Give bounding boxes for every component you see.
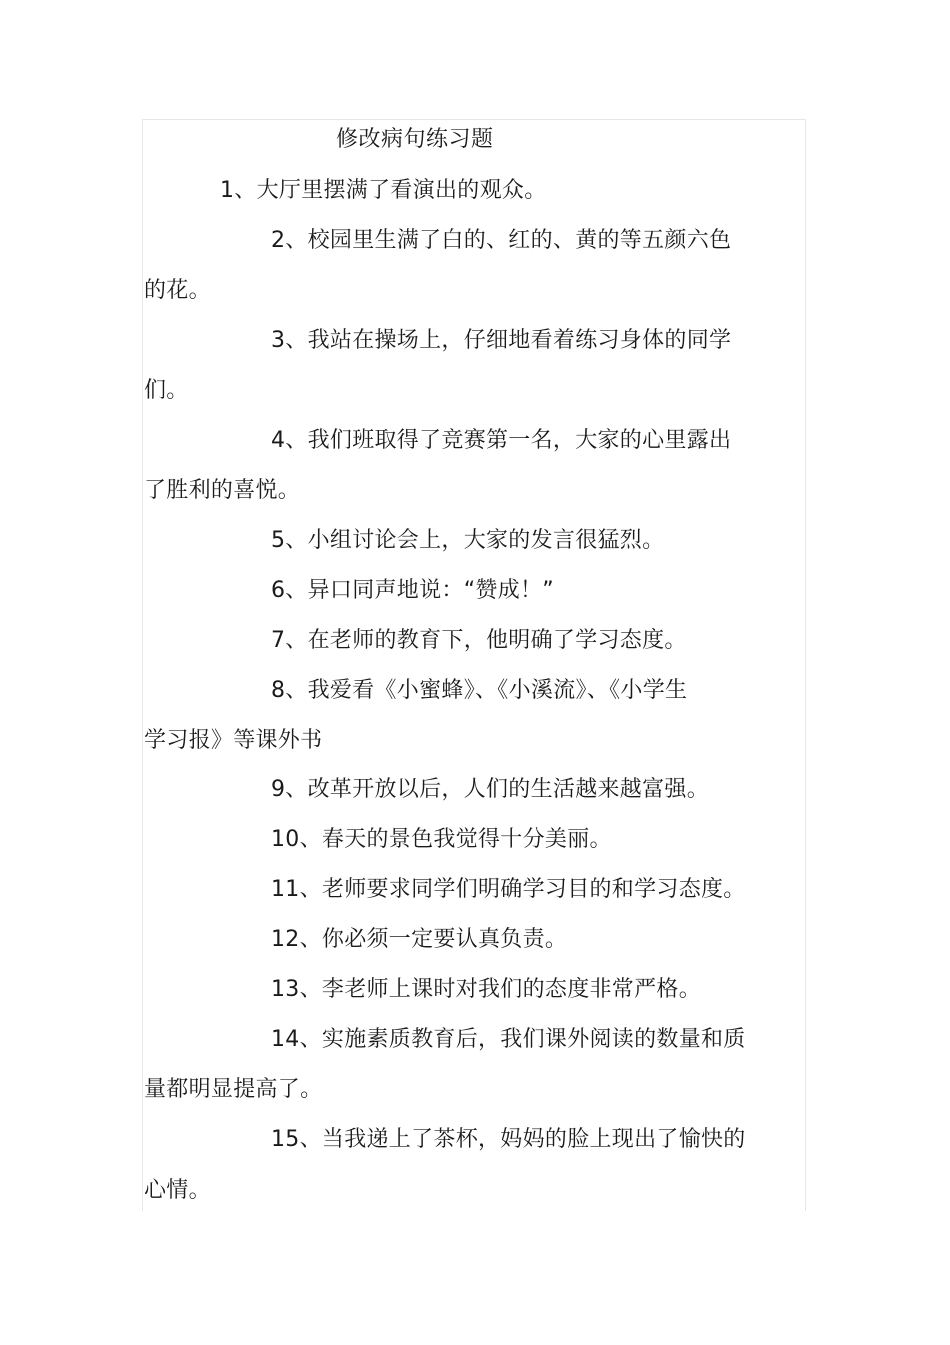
sentence-15: 15、当我递上了茶杯，妈妈的脸上现出了愉快的	[271, 1127, 746, 1152]
sentence-14: 14、实施素质教育后，我们课外阅读的数量和质	[271, 1027, 746, 1052]
sentence-1: 1、大厅里摆满了看演出的观众。	[220, 178, 547, 203]
sentence-15-continued: 心情。	[144, 1178, 211, 1203]
sentence-8-continued: 学习报》等课外书	[144, 728, 323, 753]
sentence-5: 5、小组讨论会上，大家的发言很猛烈。	[271, 528, 665, 553]
sentence-4: 4、我们班取得了竞赛第一名，大家的心里露出	[271, 428, 732, 453]
document-title: 修改病句练习题	[336, 127, 494, 152]
sentence-3-continued: 们。	[144, 378, 189, 403]
sentence-4-continued: 了胜利的喜悦。	[144, 478, 301, 503]
sentence-6: 6、异口同声地说：“赞成！”	[271, 578, 554, 603]
sentence-9: 9、改革开放以后，人们的生活越来越富强。	[271, 777, 709, 802]
sentence-10: 10、春天的景色我觉得十分美丽。	[271, 827, 612, 852]
sentence-13: 13、李老师上课时对我们的态度非常严格。	[271, 977, 701, 1002]
sentence-11: 11、老师要求同学们明确学习目的和学习态度。	[271, 877, 746, 902]
sentence-2-continued: 的花。	[144, 278, 211, 303]
sentence-2: 2、校园里生满了白的、红的、黄的等五颜六色	[271, 228, 732, 253]
sentence-7: 7、在老师的教育下，他明确了学习态度。	[271, 628, 687, 653]
sentence-14-continued: 量都明显提高了。	[144, 1077, 323, 1102]
sentence-3: 3、我站在操场上，仔细地看着练习身体的同学	[271, 328, 732, 353]
sentence-12: 12、你必须一定要认真负责。	[271, 927, 568, 952]
sentence-8: 8、我爱看《小蜜蜂》、《小溪流》、《小学生	[271, 678, 688, 703]
